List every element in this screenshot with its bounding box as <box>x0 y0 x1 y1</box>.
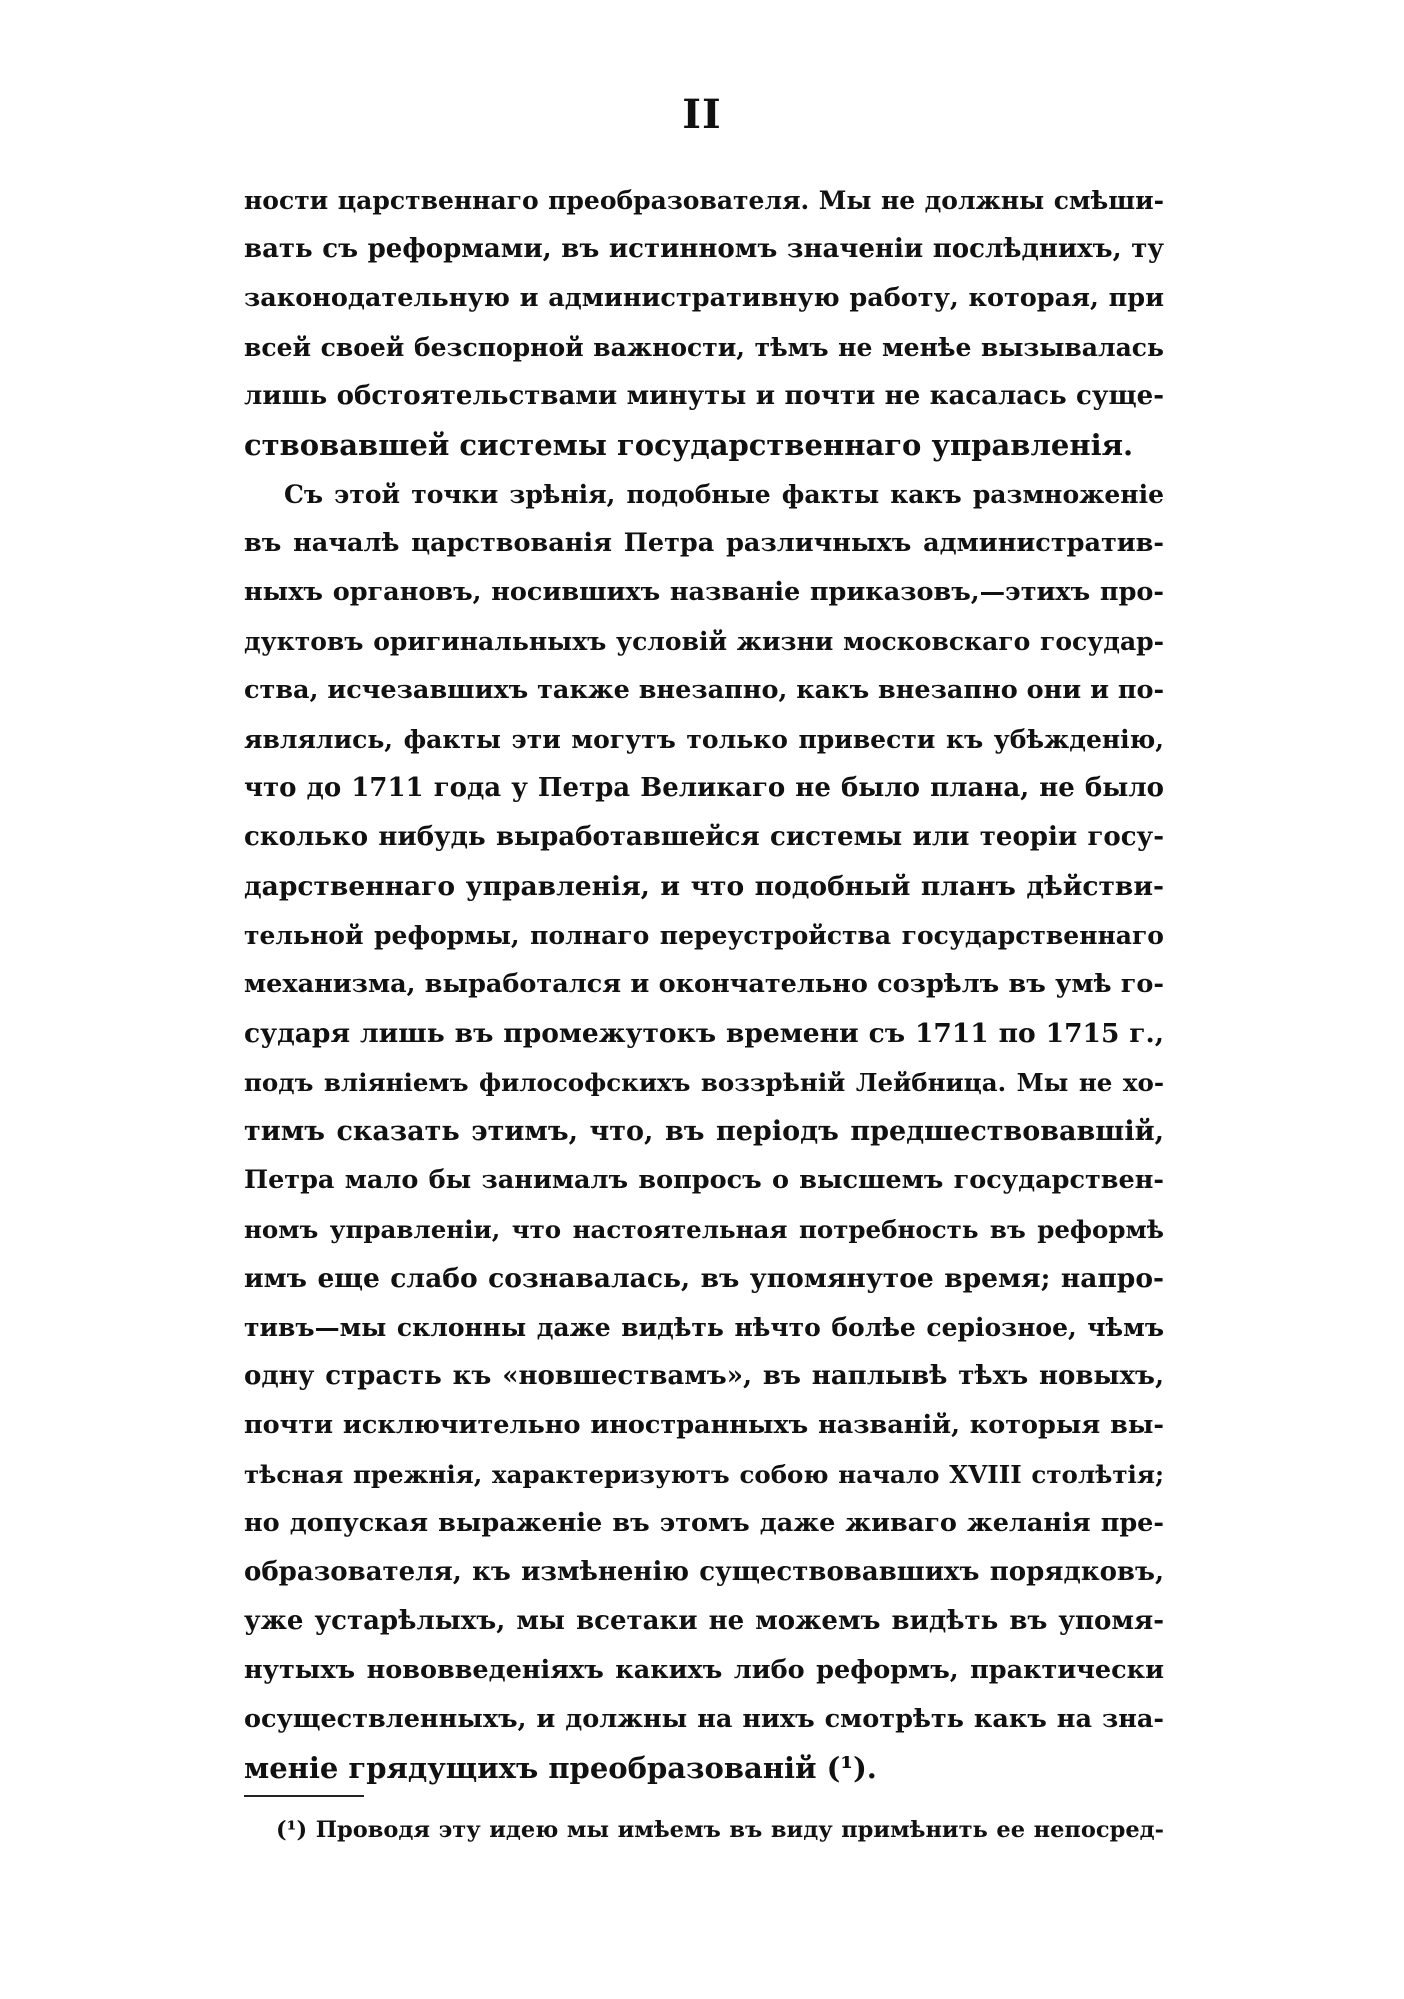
footnote: (¹) Проводя эту идею мы имѣемъ въ виду примѣнить ее непосред- <box>276 1817 1164 1843</box>
text-line: подъ вліяніемъ философскихъ воззрѣній Лейбница. Мы не хо- <box>244 1068 1164 1097</box>
paragraph-2 <box>244 470 1164 1793</box>
text-line: дуктовъ оригинальныхъ условій жизни московскаго государ- <box>244 627 1164 656</box>
text-line: тимъ сказать этимъ, что, въ періодъ предшествовавшій, <box>244 1116 1164 1147</box>
text-line: почти исключительно иностранныхъ названій, которыя вы- <box>244 1410 1164 1440</box>
text-line: но допуская выраженіе въ этомъ даже живаго желанія пре- <box>244 1508 1164 1538</box>
text-line: одну страсть къ «новшествамъ», въ наплывѣ тѣхъ новыхъ, <box>244 1361 1164 1391</box>
text-line: сколько нибудь выработавшейся системы или теоріи госу- <box>244 822 1164 852</box>
text-line: законодательную и административную работу, которая, при <box>244 283 1164 313</box>
text-line: механизма, выработался и окончательно созрѣлъ въ умѣ го- <box>244 969 1164 999</box>
page-number: II <box>682 91 722 138</box>
text-line: нутыхъ нововведеніяхъ какихъ либо реформъ, практически <box>244 1655 1164 1685</box>
text-line: Петра мало бы занималъ вопросъ о высшемъ государствен- <box>244 1165 1164 1195</box>
footnote-divider <box>244 1795 364 1797</box>
text-line: сударя лишь въ промежутокъ времени съ 1711 по 1715 г., <box>244 1018 1164 1049</box>
text-line: тивъ—мы склонны даже видѣть нѣчто болѣе серіозное, чѣмъ <box>244 1313 1164 1342</box>
text-line: тельной реформы, полнаго переустройства государственнаго <box>244 921 1164 950</box>
text-line: лишь обстоятельствами минуты и почти не касалась суще- <box>244 381 1164 411</box>
text-line: имъ еще слабо сознавалась, въ упомянутое время; напро- <box>244 1263 1164 1294</box>
text-line: осуществленныхъ, и должны на нихъ смотрѣть какъ на зна- <box>244 1704 1164 1734</box>
text-line: въ началѣ царствованія Петра различныхъ административ- <box>244 528 1164 558</box>
text-line: образователя, къ измѣненію существовавшихъ порядковъ, <box>244 1557 1164 1587</box>
text-line: тѣсная прежнія, характеризуютъ собою начало XVIII столѣтія; <box>244 1460 1164 1489</box>
body-text <box>244 176 1164 1793</box>
text-line: что до 1711 года у Петра Великаго не было плана, не было <box>244 773 1164 803</box>
text-line: уже устарѣлыхъ, мы всетаки не можемъ видѣть въ упомя- <box>244 1606 1164 1636</box>
text-line: являлись, факты эти могутъ только привести къ убѣжденію, <box>244 725 1164 754</box>
text-line: всей своей безспорной важности, тѣмъ не менѣе вызывалась <box>244 333 1164 362</box>
text-line: номъ управленіи, что настоятельная потребность въ реформѣ <box>244 1215 1164 1244</box>
paragraph-1 <box>244 176 1164 470</box>
text-line: ствовавшей системы государственнаго управленія. <box>244 428 1134 462</box>
text-line: вать съ реформами, въ истинномъ значеніи послѣднихъ, ту <box>244 234 1164 264</box>
text-line: меніе грядущихъ преобразованій (¹). <box>244 1751 877 1785</box>
text-line: ности царственнаго преобразователя. Мы не должны смѣши- <box>244 186 1164 215</box>
text-line: дарственнаго управленія, и что подобный планъ дѣйстви- <box>244 871 1164 902</box>
text-line: ныхъ органовъ, носившихъ названіе приказовъ,—этихъ про- <box>244 577 1164 607</box>
text-line: Съ этой точки зрѣнія, подобные факты какъ размноженіе <box>284 480 1164 509</box>
text-line: ства, исчезавшихъ также внезапно, какъ внезапно они и по- <box>244 675 1165 705</box>
